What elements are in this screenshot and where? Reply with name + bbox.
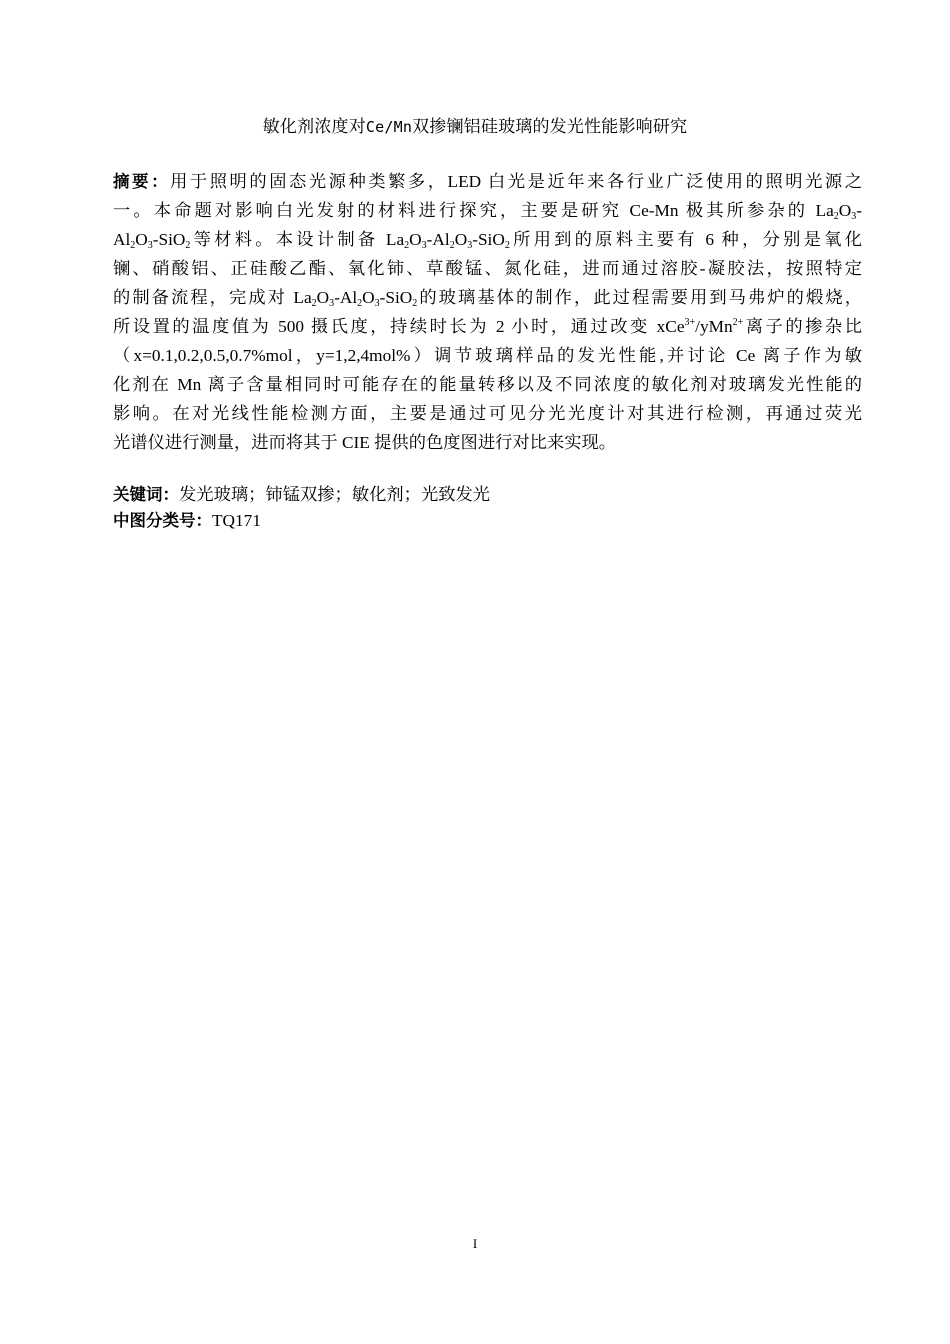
abstract-line-8: 化剂在 Mn 离子含量相同时可能存在的能量转移以及不同浓度的敏化剂对玻璃发光性能的: [113, 375, 862, 394]
abstract-line-9: 影响。在对光线性能检测方面，主要是通过可见分光光度计对其进行检测，再通过荧光: [113, 404, 862, 423]
abstract-line-2: 一。本命题对影响白光发射的材料进行探究，主要是研究 Ce-Mn 极其所参杂的 $La_2O_3-$: [113, 201, 862, 222]
abstract-line-5: 的制备流程，完成对 $La_2O_3-Al_2O_3-SiO_2$的玻璃基体的制作，此过程需要用到马弗炉的煅烧，: [113, 288, 862, 309]
classification-line: [113, 508, 862, 534]
title-latin: Ce/Mn: [365, 118, 413, 136]
keywords-section: [113, 482, 862, 534]
document-title: [0, 116, 950, 138]
abstract-label: 摘要：: [113, 172, 171, 191]
classification-label: 中图分类号：: [113, 511, 212, 530]
classification-value: TQ171: [212, 511, 261, 530]
page-number: I: [472, 1236, 478, 1251]
abstract-line-10: 光谱仪进行测量，进而将其于 CIE 提供的色度图进行对比来实现。: [113, 433, 617, 452]
abstract-line-1: 摘要：用于照明的固态光源种类繁多，LED 白光是近年来各行业广泛使用的照明光源之: [113, 172, 862, 191]
abstract-section: [113, 167, 862, 457]
keywords-label: 关键词：: [113, 485, 179, 504]
abstract-line-6: 所设置的温度值为 500 摄氏度，持续时长为 2 小时，通过改变 xCe$^{3+}$/yMn$^{2+}$离子的掺杂比: [113, 317, 862, 336]
abstract-line-4: 镧、硝酸铝、正硅酸乙酯、氧化铈、草酸锰、氮化硅，进而通过溶胶-凝胶法，按照特定: [113, 259, 862, 278]
keywords-value: 发光玻璃；铈锰双掺；敏化剂；光致发光: [179, 485, 491, 504]
title-prefix: 敏化剂浓度对: [262, 117, 366, 137]
abstract-line-7: （x=0.1,0.2,0.5,0.7%mol，y=1,2,4mol%）调节玻璃样品的发光性能,并讨论 Ce 离子作为敏: [113, 346, 862, 365]
abstract-line-3: $Al_2O_3-SiO_2$等材料。本设计制备 $La_2O_3-Al_2O_3-SiO_2$所用到的原料主要有 6 种，分别是氧化: [113, 230, 862, 251]
title-suffix: 双掺镧铝硅玻璃的发光性能影响研究: [412, 117, 688, 137]
keywords-line: [113, 482, 862, 508]
